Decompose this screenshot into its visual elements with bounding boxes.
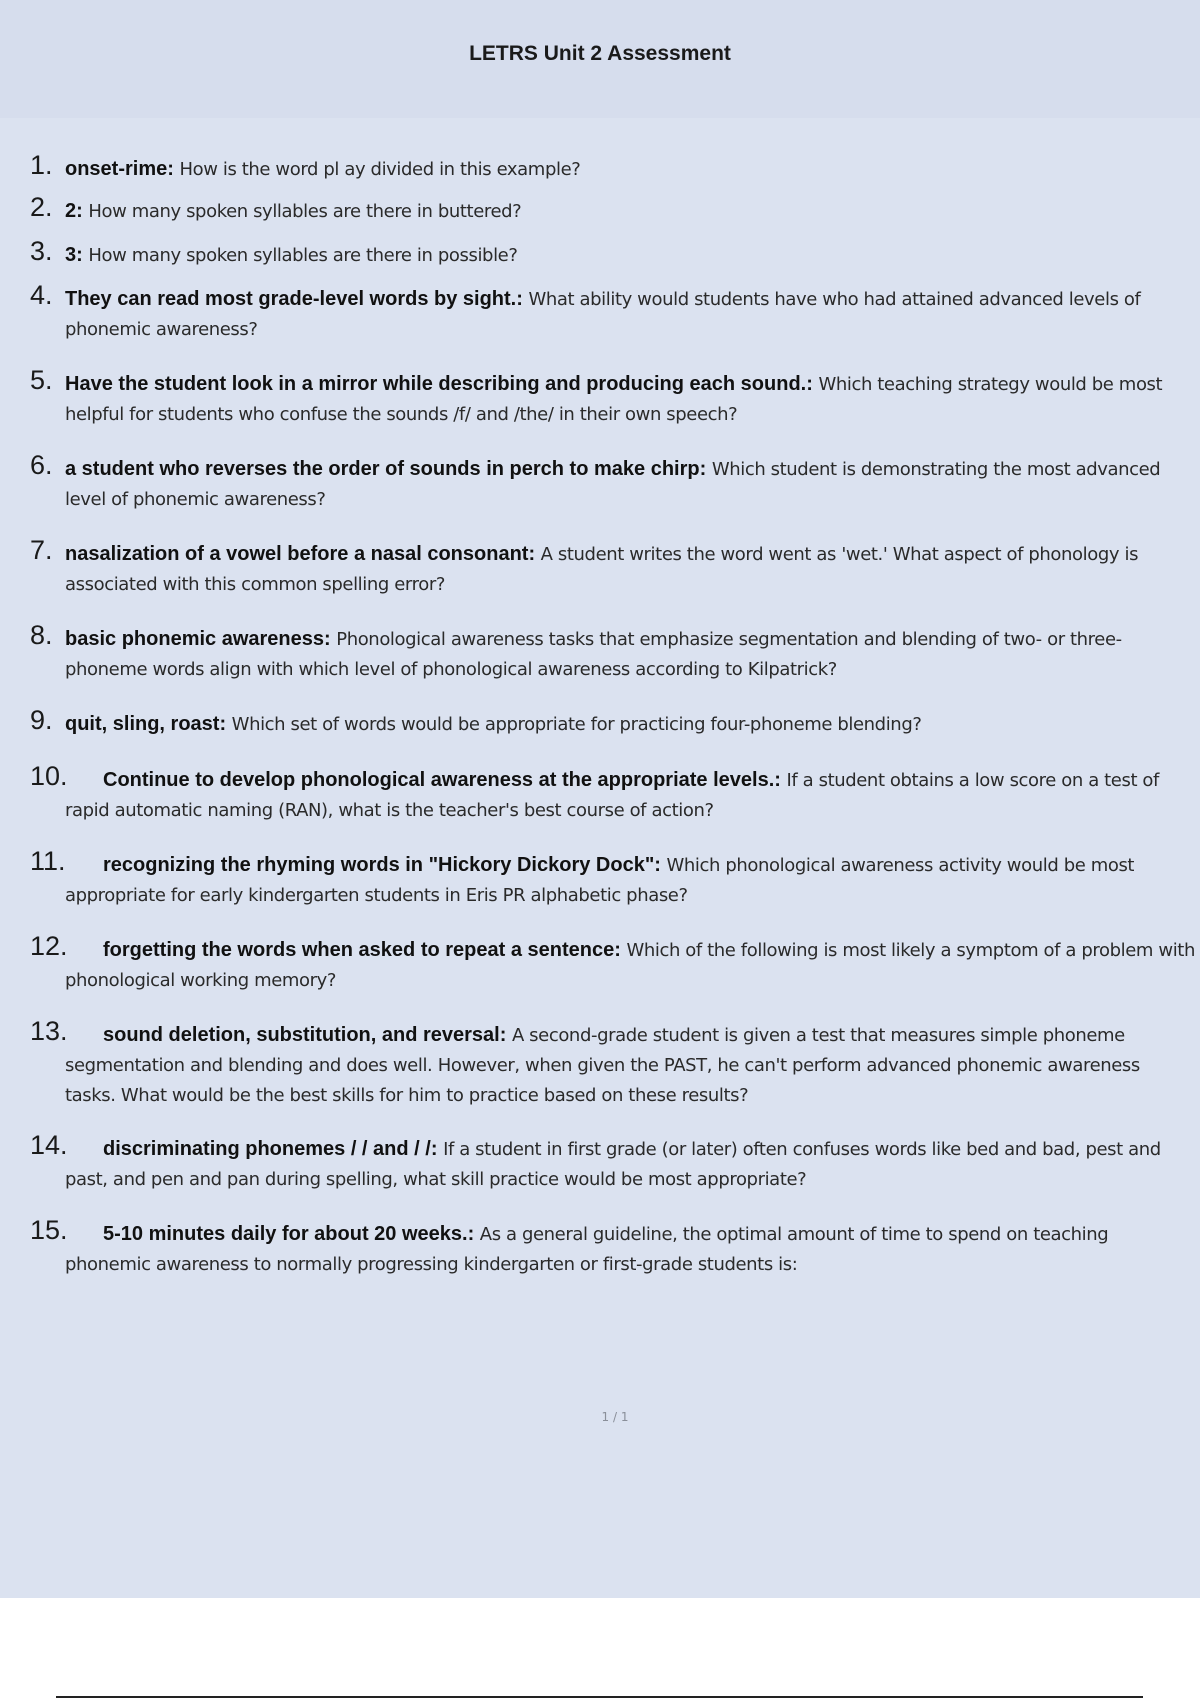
list-item: [30, 931, 1195, 996]
question-text: As a general guideline, the optimal amount of time to spend on teaching phonemic awareness to normally progressing kindergarten or first-grade students is:: [65, 1224, 1109, 1275]
list-item: [30, 705, 1195, 740]
question-answer: Continue to develop phonological awareness at the appropriate levels.:: [103, 769, 787, 791]
question-text: What ability would students have who had attained advanced levels of phonemic awareness?: [65, 289, 1141, 340]
page-indicator: 1 / 1: [601, 1410, 629, 1424]
question-answer: recognizing the rhyming words in "Hickory Dickory Dock":: [103, 854, 667, 876]
question-number: 5.: [30, 365, 53, 395]
page-header: [0, 0, 1200, 118]
divider: [56, 1696, 1143, 1698]
question-text: A student writes the word went as 'wet.' What aspect of phonology is associated with this common spelling error?: [65, 544, 1139, 595]
question-number: 6.: [30, 450, 53, 480]
page-title: LETRS Unit 2 Assessment: [469, 42, 731, 65]
question-text: How many spoken syllables are there in buttered?: [88, 201, 522, 222]
question-number: 8.: [30, 620, 53, 650]
question-answer: discriminating phonemes / / and / /:: [103, 1138, 444, 1160]
list-item: [30, 365, 1195, 430]
question-text: Which of the following is most likely a symptom of a problem with phonological working memory?: [65, 940, 1195, 991]
list-item: [30, 150, 1195, 185]
question-number: 9.: [30, 705, 53, 735]
question-answer: basic phonemic awareness:: [65, 628, 337, 650]
question-number: 3.: [30, 236, 53, 266]
question-number: 11.: [30, 846, 66, 876]
question-number: 4.: [30, 280, 53, 310]
list-item: [30, 1130, 1195, 1195]
question-answer: forgetting the words when asked to repeat a sentence:: [103, 939, 627, 961]
question-text: Which phonological awareness activity would be most appropriate for early kindergarten students in Eris PR alphabetic phase?: [65, 855, 1135, 906]
question-answer: a student who reverses the order of sounds in perch to make chirp:: [65, 458, 712, 480]
question-answer: onset-rime:: [65, 158, 180, 180]
question-answer: sound deletion, substitution, and reversal:: [103, 1024, 512, 1046]
question-answer: Have the student look in a mirror while describing and producing each sound.:: [65, 373, 819, 395]
question-text: How is the word pl ay divided in this example?: [179, 159, 581, 180]
question-answer: 2:: [65, 200, 89, 222]
list-item: [30, 236, 1195, 271]
list-item: [30, 192, 1195, 227]
list-item: [30, 846, 1195, 911]
question-text: Phonological awareness tasks that emphasize segmentation and blending of two- or three-phoneme words align with which level of phonological awareness according to Kilpatrick?: [65, 629, 1122, 680]
list-item: [30, 535, 1195, 600]
question-text: How many spoken syllables are there in possible?: [88, 245, 518, 266]
question-text: Which teaching strategy would be most helpful for students who confuse the sounds /f/ and /the/ in their own speech?: [65, 374, 1163, 425]
question-text: Which set of words would be appropriate for practicing four-phoneme blending?: [231, 714, 922, 735]
list-item: [30, 1016, 1195, 1111]
question-text: If a student in first grade (or later) often confuses words like bed and bad, pest and past, and pen and pan during spelling, what skill practice would be most appropriate?: [65, 1139, 1161, 1190]
list-item: [30, 280, 1195, 345]
question-number: 1.: [30, 150, 53, 180]
question-answer: quit, sling, roast:: [65, 713, 232, 735]
list-item: [30, 620, 1195, 685]
question-number: 10.: [30, 761, 68, 791]
question-number: 12.: [30, 931, 68, 961]
question-number: 14.: [30, 1130, 68, 1160]
list-item: [30, 761, 1195, 826]
question-text: A second-grade student is given a test that measures simple phoneme segmentation and blending and does well. However, when given the PAST, he can't perform advanced phonemic awareness tasks. What would be the best skills for him to practice based on these results?: [65, 1025, 1140, 1106]
question-number: 13.: [30, 1016, 68, 1046]
question-text: Which student is demonstrating the most advanced level of phonemic awareness?: [65, 459, 1161, 510]
question-number: 15.: [30, 1215, 68, 1245]
question-text: If a student obtains a low score on a test of rapid automatic naming (RAN), what is the teacher's best course of action?: [65, 770, 1159, 821]
question-number: 2.: [30, 192, 53, 222]
list-item: [30, 450, 1195, 515]
question-answer: 3:: [65, 244, 89, 266]
question-number: 7.: [30, 535, 53, 565]
question-answer: They can read most grade-level words by sight.:: [65, 288, 529, 310]
list-item: [30, 1215, 1195, 1280]
question-answer: 5-10 minutes daily for about 20 weeks.:: [103, 1223, 480, 1245]
question-answer: nasalization of a vowel before a nasal consonant:: [65, 543, 541, 565]
